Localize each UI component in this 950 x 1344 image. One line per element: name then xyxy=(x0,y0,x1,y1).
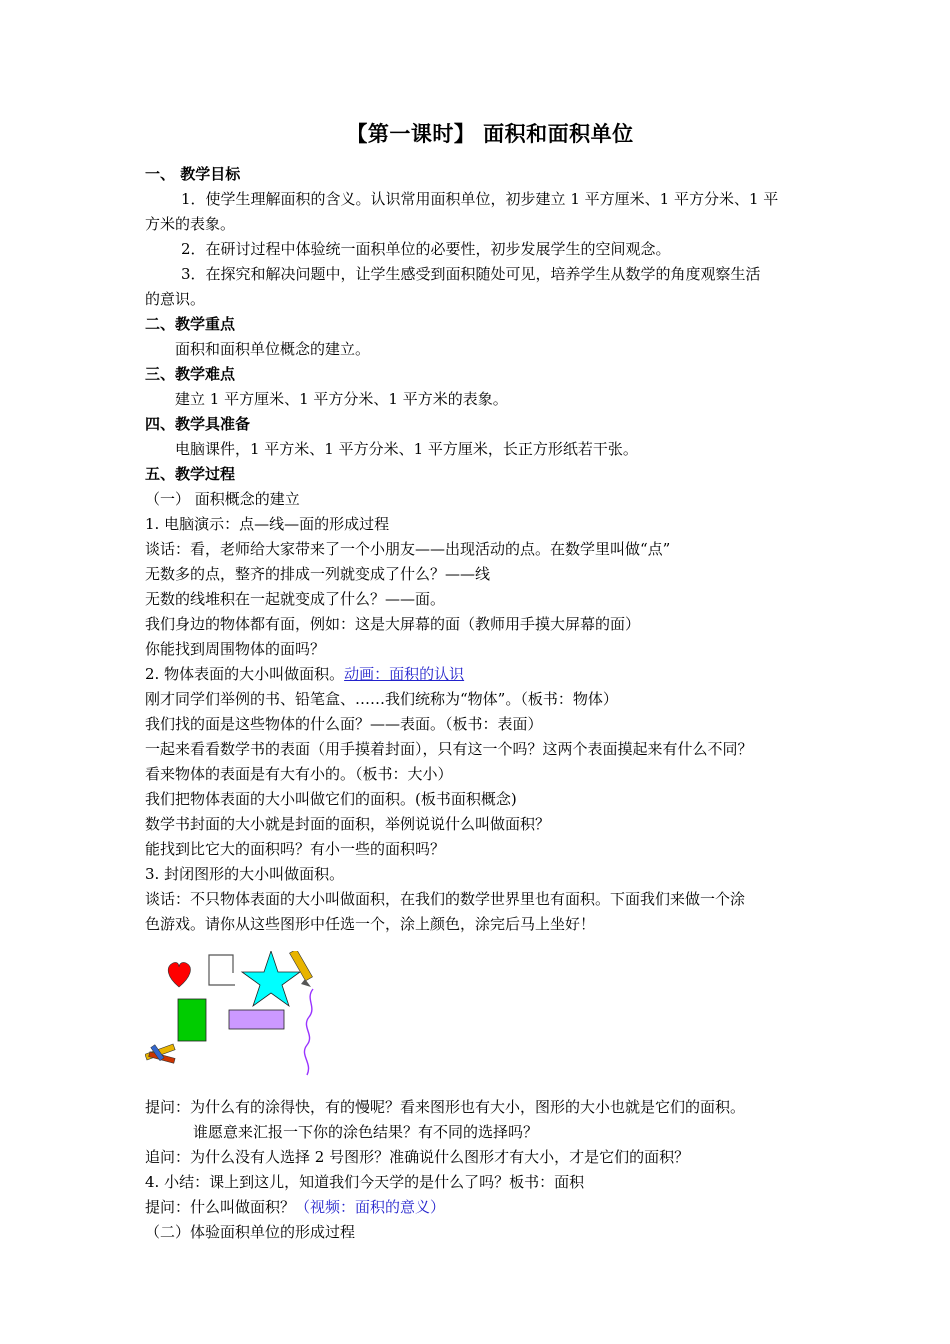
keypoints-text: 面积和面积单位概念的建立。 xyxy=(175,340,371,358)
open-square-shape xyxy=(209,955,235,985)
green-rectangle-shape xyxy=(178,999,206,1041)
paragraph: 提问：为什么有的涂得快，有的慢呢？看来图形也有大小，图形的大小也就是它们的面积。 xyxy=(145,1098,746,1116)
paragraph: 色游戏。请你从这些图形中任选一个，涂上颜色，涂完后马上坐好！ xyxy=(145,915,596,933)
section-heading-difficulties: 三、教学难点 xyxy=(145,365,236,383)
video-link[interactable]: （视频：面积的意义） xyxy=(295,1198,446,1216)
paragraph: 4. 小结：课上到这儿，知道我们今天学的是什么了吗？板书：面积 xyxy=(145,1173,585,1191)
subsection-2-heading: （二）体验面积单位的形成过程 xyxy=(145,1223,356,1241)
goal-2: 2．在研讨过程中体验统一面积单位的必要性，初步发展学生的空间观念。 xyxy=(181,240,671,258)
shapes-svg xyxy=(145,951,345,1089)
paragraph: 追问：为什么没有人选择 2 号图形？准确说什么图形才有大小，才是它们的面积？ xyxy=(145,1148,690,1166)
purple-rectangle-shape xyxy=(229,1010,284,1029)
paragraph: 谁愿意来汇报一下你的涂色结果？有不同的选择吗？ xyxy=(193,1123,539,1141)
star-shape xyxy=(242,951,300,1006)
animation-link[interactable]: 动画：面积的认识 xyxy=(344,665,465,683)
difficulties-text: 建立 1 平方厘米、1 平方分米、1 平方米的表象。 xyxy=(175,390,508,408)
paragraph: 数学书封面的大小就是封面的面积，举例说说什么叫做面积？ xyxy=(145,815,551,833)
paragraph: 1. 电脑演示：点—线—面的形成过程 xyxy=(145,515,390,533)
paragraph: 谈话：不只物体表面的大小叫做面积，在我们的数学世界里也有面积。下面我们来做一个涂 xyxy=(145,890,746,908)
paragraph-with-link xyxy=(145,662,835,687)
squiggle-line xyxy=(304,989,313,1075)
paragraph-with-link xyxy=(145,1195,835,1220)
section-heading-goals: 一、 教学目标 xyxy=(145,165,241,183)
paragraph: 我们身边的物体都有面，例如：这是大屏幕的面（教师用手摸大屏幕的面） xyxy=(145,615,641,633)
paragraph: 无数的线堆积在一起就变成了什么？——面。 xyxy=(145,590,446,608)
paragraph: 3. 封闭图形的大小叫做面积。 xyxy=(145,865,345,883)
paragraph: 能找到比它大的面积吗？有小一些的面积吗？ xyxy=(145,840,446,858)
materials-text: 电脑课件，1 平方米、1 平方分米、1 平方厘米，长正方形纸若干张。 xyxy=(175,440,638,458)
paragraph: 我们找的面是这些物体的什么面？——表面。（板书：表面） xyxy=(145,715,543,733)
document-page xyxy=(145,118,835,1245)
crayon-icon xyxy=(290,951,313,987)
goal-1-line-b: 方米的表象。 xyxy=(145,215,236,233)
goal-3-line-b: 的意识。 xyxy=(145,290,206,308)
paragraph: 我们把物体表面的大小叫做它们的面积。(板书面积概念) xyxy=(145,790,517,808)
page-title: 【第一课时】 面积和面积单位 xyxy=(346,122,634,146)
coloring-shapes-figure xyxy=(145,951,835,1089)
paragraph-text: 2. 物体表面的大小叫做面积。 xyxy=(145,665,345,683)
crayons-icon xyxy=(145,1044,175,1063)
heart-shape xyxy=(168,962,190,987)
paragraph: 你能找到周围物体的面吗？ xyxy=(145,640,326,658)
section-heading-process: 五、教学过程 xyxy=(145,465,236,483)
section-heading-keypoints: 二、教学重点 xyxy=(145,315,236,333)
paragraph: 刚才同学们举例的书、铅笔盒、……我们统称为“物体”。（板书：物体） xyxy=(145,690,618,708)
paragraph: 看来物体的表面是有大有小的。（板书：大小） xyxy=(145,765,453,783)
subsection-1-heading: （一） 面积概念的建立 xyxy=(145,490,300,508)
paragraph-text: 提问：什么叫做面积？ xyxy=(145,1198,296,1216)
goal-1-line-a: 1．使学生理解面积的含义。认识常用面积单位，初步建立 1 平方厘米、1 平方分米、1 平 xyxy=(181,190,779,208)
goal-3-line-a: 3．在探究和解决问题中，让学生感受到面积随处可见，培养学生从数学的角度观察生活 xyxy=(181,265,761,283)
paragraph: 无数多的点，整齐的排成一列就变成了什么？——线 xyxy=(145,565,491,583)
paragraph: 一起来看看数学书的表面（用手摸着封面），只有这一个吗？这两个表面摸起来有什么不同？ xyxy=(145,740,753,758)
section-heading-materials: 四、教学具准备 xyxy=(145,415,251,433)
paragraph: 谈话：看，老师给大家带来了一个小朋友——出现活动的点。在数学里叫做“点” xyxy=(145,540,671,558)
